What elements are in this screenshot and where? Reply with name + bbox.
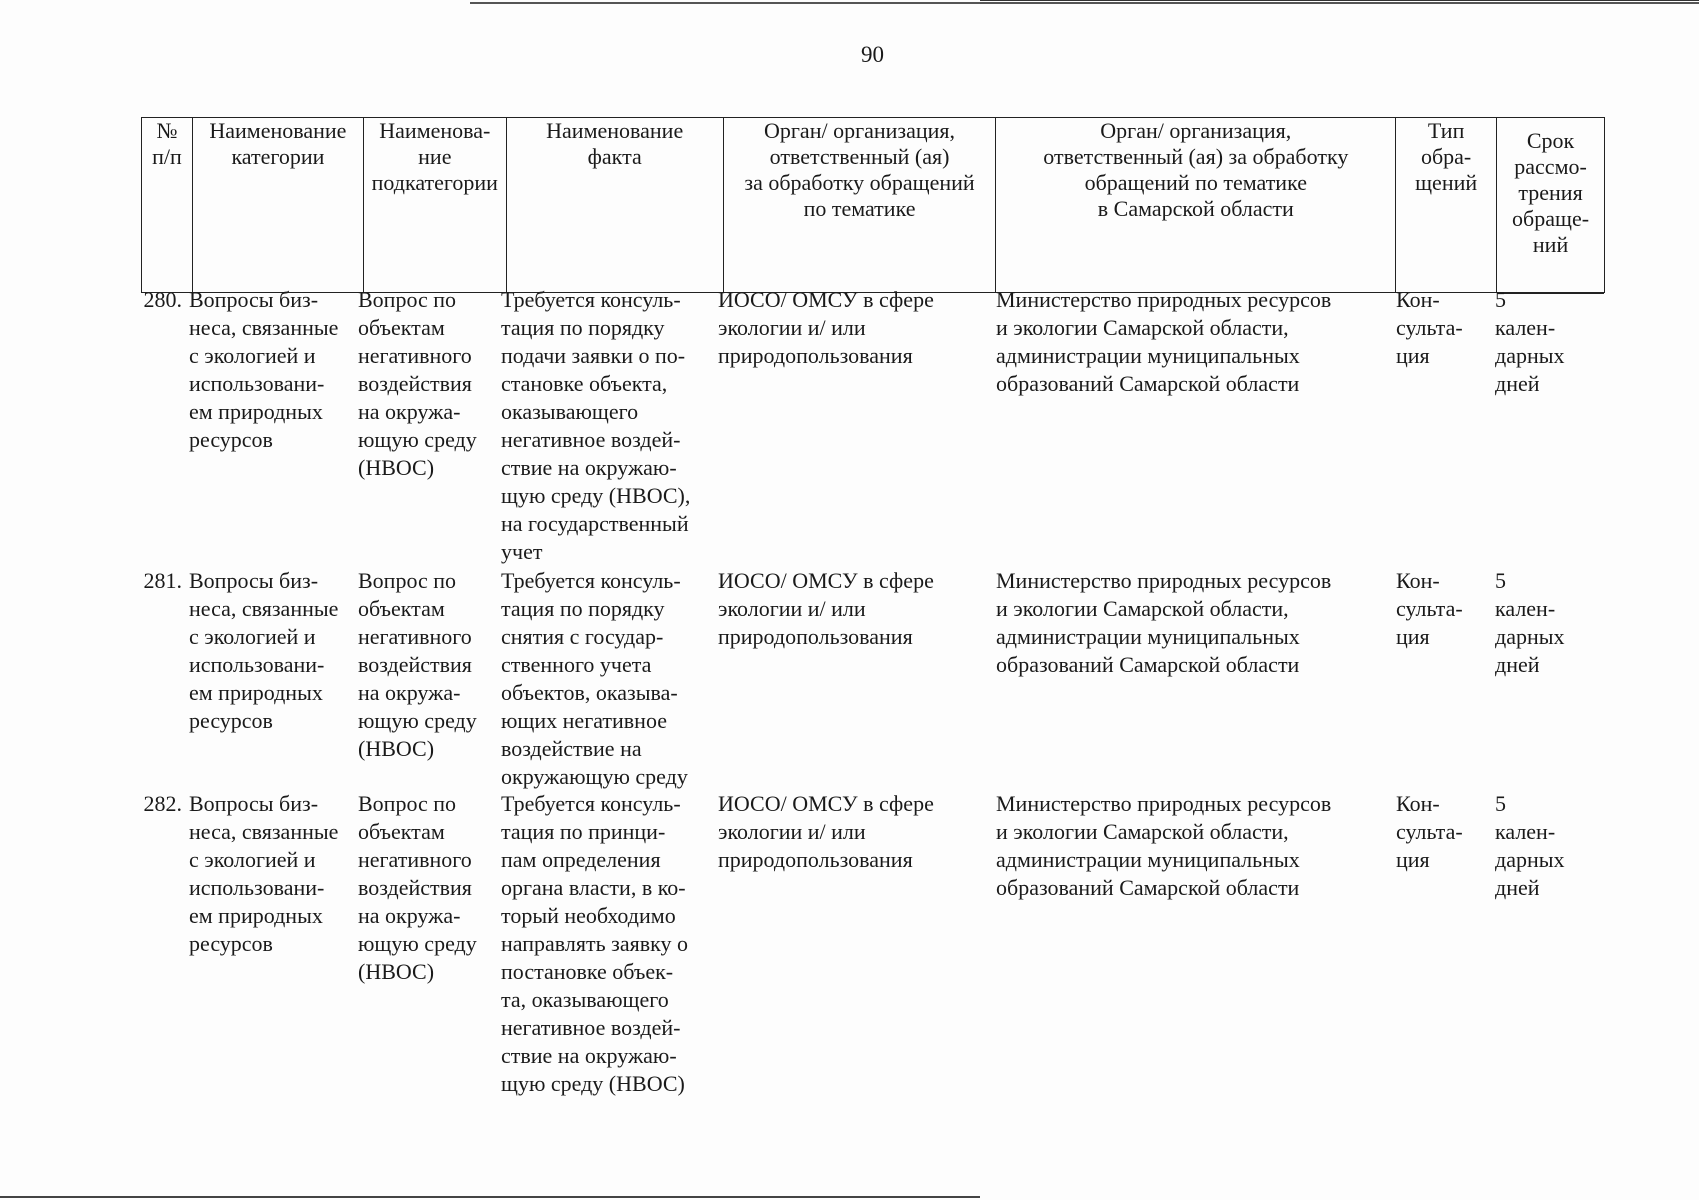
header-subcategory: Наименова- ние подкатегории [364, 118, 507, 292]
row-fact: Требуется консуль- тация по порядку снятия с государ- ственного учета объектов, оказыва- ющих негативное воздействие на окружающую среду [501, 568, 688, 789]
row-num: 282. [143, 791, 182, 816]
scan-edge-top [470, 2, 1699, 4]
header-term: Срок рассмо- трения обраще- ний [1497, 118, 1604, 294]
header-org-samara: Орган/ организация, ответственный (ая) за обработку обращений по тематике в Самарской области [996, 118, 1396, 292]
row-term: 5 кален- дарных дней [1495, 568, 1565, 677]
row-type: Кон- сульта- ция [1396, 791, 1463, 872]
row-type: Кон- сульта- ция [1396, 287, 1463, 368]
header-org: Орган/ организация, ответственный (ая) за обработку обращений по тематике [724, 118, 997, 292]
table-row [141, 790, 1611, 1098]
table-row [141, 567, 1611, 791]
row-category: Вопросы биз- неса, связанные с экологией и использовани- ем природных ресурсов [189, 568, 339, 733]
row-num: 281. [143, 568, 182, 593]
row-term: 5 кален- дарных дней [1495, 287, 1565, 396]
table-header [141, 117, 1605, 293]
page-number: 90 [861, 42, 884, 67]
row-term: 5 кален- дарных дней [1495, 791, 1565, 900]
row-fact: Требуется консуль- тация по принци- пам определения органа власти, в ко- торый необходимо направлять заявку о постановке объек- та, оказывающего негативное воздей- ствие на окружаю- щую среду (НВОС) [501, 791, 688, 1096]
header-num: № п/п [142, 118, 193, 292]
row-fact: Требуется консуль- тация по порядку подачи заявки о по- становке объекта, оказывающего негативное воздей- ствие на окружаю- щую среду (НВОС), на государственный учет [501, 287, 691, 564]
table-row [141, 286, 1611, 566]
header-type: Тип обра- щений [1396, 118, 1497, 292]
row-org-samara: Министерство природных ресурсов и экологии Самарской области, администрации муниципальных образований Самарской области [996, 791, 1332, 900]
row-category: Вопросы биз- неса, связанные с экологией и использовани- ем природных ресурсов [189, 287, 339, 452]
row-type: Кон- сульта- ция [1396, 568, 1463, 649]
row-subcategory: Вопрос по объектам негативного воздействия на окружа- ющую среду (НВОС) [358, 287, 477, 480]
row-org: ИОСО/ ОМСУ в сфере экологии и/ или природопользования [718, 287, 934, 368]
scan-edge-top-secondary [980, 0, 1699, 1]
scan-edge-bottom [0, 1196, 980, 1198]
row-category: Вопросы биз- неса, связанные с экологией и использовани- ем природных ресурсов [189, 791, 339, 956]
row-subcategory: Вопрос по объектам негативного воздействия на окружа- ющую среду (НВОС) [358, 791, 477, 984]
header-category: Наименование категории [193, 118, 364, 292]
row-subcategory: Вопрос по объектам негативного воздействия на окружа- ющую среду (НВОС) [358, 568, 477, 761]
row-num: 280. [143, 287, 182, 312]
row-org-samara: Министерство природных ресурсов и экологии Самарской области, администрации муниципальных образований Самарской области [996, 287, 1332, 396]
row-org: ИОСО/ ОМСУ в сфере экологии и/ или природопользования [718, 791, 934, 872]
row-org: ИОСО/ ОМСУ в сфере экологии и/ или природопользования [718, 568, 934, 649]
header-fact: Наименование факта [507, 118, 724, 292]
row-org-samara: Министерство природных ресурсов и экологии Самарской области, администрации муниципальных образований Самарской области [996, 568, 1332, 677]
